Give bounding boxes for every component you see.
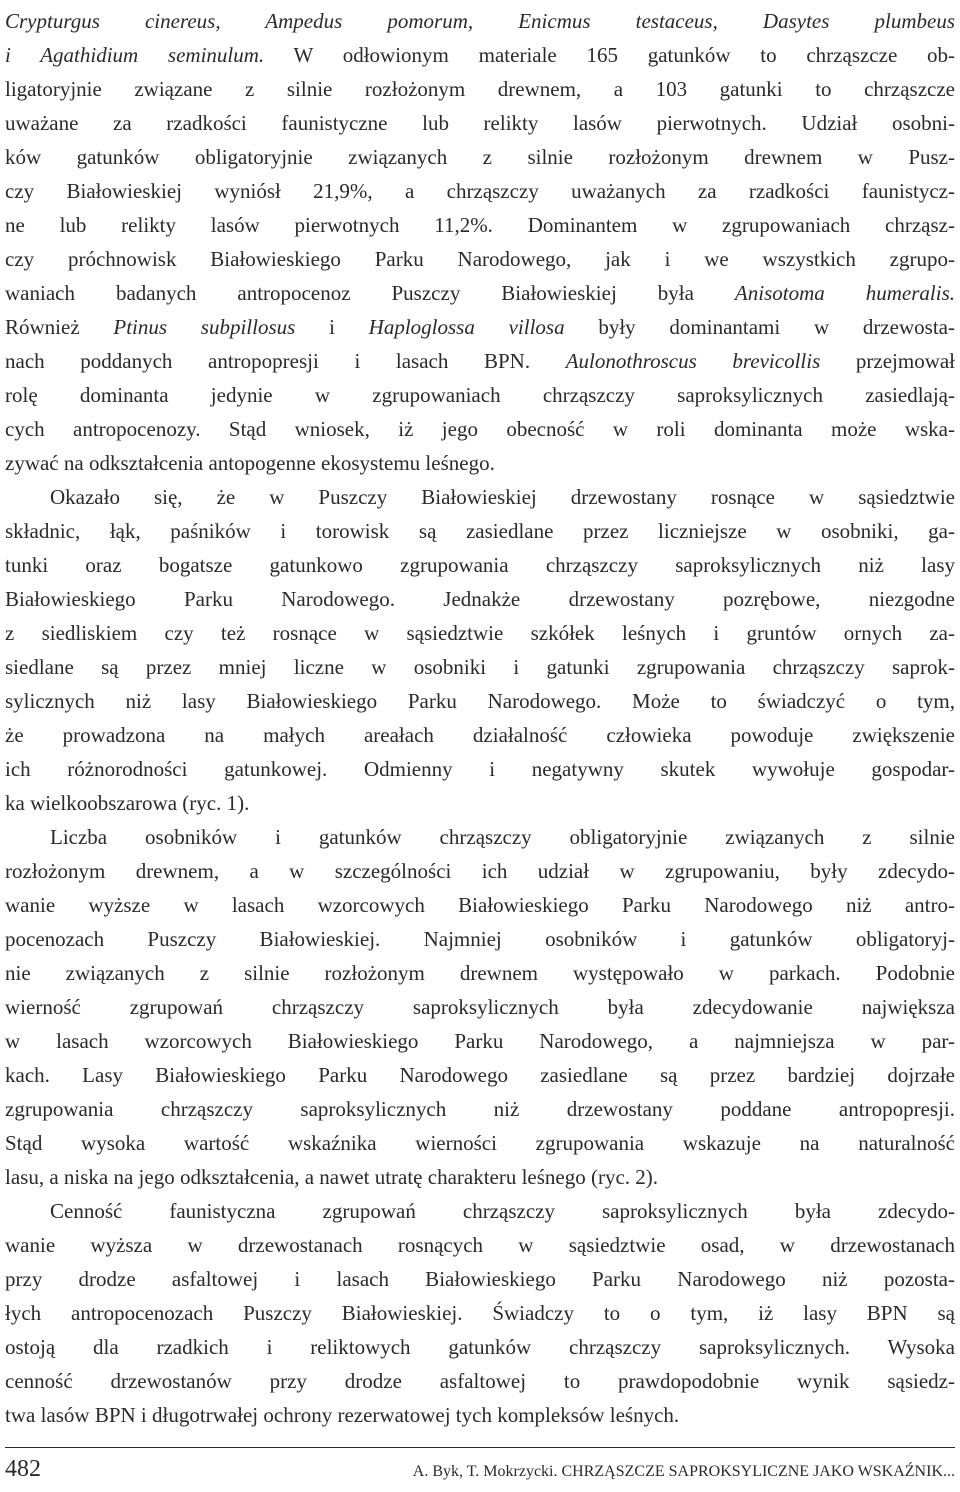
footer-divider [5, 1447, 955, 1448]
text-line [5, 38, 955, 72]
text-line: zgrupowania chrząszczy saproksylicznych niż drzewostany poddane antropopresji. [5, 1097, 955, 1121]
text-run: przejmował [820, 349, 956, 373]
text-line: wierność zgrupowań chrząszczy saproksylicznych była zdecydowanie największa [5, 995, 955, 1019]
text-run: ligatoryjnie związane z silnie rozłożonym drewnem, a 103 gatunki to chrząszcze [5, 77, 955, 101]
text-line: lasu, a niska na jego odkształcenia, a nawet utratę charakteru leśnego (ryc. 2). [5, 1165, 659, 1189]
text-line: składnic, łąk, paśników i torowisk są zasiedlane przez liczniejsze w osobniki, ga- [5, 519, 955, 543]
text-line: Białowieskiego Parku Narodowego. Jednakże drzewostany pozrębowe, niezgodne [5, 587, 955, 611]
text-line: nie związanych z silnie rozłożonym drewnem występowało w parkach. Podobnie [5, 961, 955, 985]
text-line: sylicznych niż lasy Białowieskiego Parku Narodowego. Może to świadczyć o tym, [5, 689, 955, 713]
text-line: z siedliskiem czy też rosnące w sąsiedztwie szkółek leśnych i gruntów ornych za- [5, 621, 955, 645]
text-line [5, 310, 955, 344]
text-run: cych antropocenozy. Stąd wniosek, iż jego obecność w roli dominanta może wska- [5, 417, 955, 441]
paragraph-4 [5, 1194, 955, 1432]
text-run: rolę dominanta jedynie w zgrupowaniach chrząszczy saproksylicznych zasiedlają- [5, 383, 955, 407]
text-line: Okazało się, że w Puszczy Białowieskiej drzewostany rosnące w sąsiedztwie [50, 485, 955, 509]
text-run: ków gatunków obligatoryjnie związanych z silnie rozłożonym drewnem w Pusz- [5, 145, 955, 169]
text-line: Liczba osobników i gatunków chrząszczy obligatoryjnie związanych z silnie [50, 825, 955, 849]
text-line: siedlane są przez mniej liczne w osobniki i gatunki zgrupowania chrząszczy saprok- [5, 655, 955, 679]
text-line: ostoją dla rzadkich i reliktowych gatunków chrząszczy saproksylicznych. Wysoka [5, 1335, 955, 1359]
body-text [5, 0, 955, 1432]
text-line: pocenozach Puszczy Białowieskiej. Najmniej osobników i gatunków obligatoryj- [5, 927, 955, 951]
paragraph-1 [5, 4, 955, 480]
text-run: czy Białowieskiej wyniósł 21,9%, a chrząszczy uważanych za rzadkości faunistycz- [5, 179, 955, 203]
text-line [5, 412, 955, 446]
species-name: i Agathidium seminulum. [5, 43, 265, 67]
text-line [5, 140, 955, 174]
species-name: Crypturgus cinereus, Ampedus pomorum, Enicmus testaceus, Dasytes plumbeus [5, 9, 955, 33]
text-line: rozłożonym drewnem, a w szczególności ich udział w zgrupowaniu, były zdecydo- [5, 859, 955, 883]
text-line: przy drodze asfaltowej i lasach Białowieskiego Parku Narodowego niż pozosta- [5, 1267, 955, 1291]
text-run: W odłowionym materiale 165 gatunków to chrząszcze ob- [264, 43, 956, 67]
text-line: wanie wyższe w lasach wzorcowych Białowieskiego Parku Narodowego niż antro- [5, 893, 955, 917]
text-line [5, 4, 955, 38]
text-line [5, 208, 955, 242]
text-run: czy próchnowisk Białowieskiego Parku Narodowego, jak i we wszystkich zgrupo- [5, 247, 955, 271]
text-run: zywać na odkształcenia antopogenne ekosystemu leśnego. [5, 451, 495, 475]
species-name: Anisotoma humeralis. [734, 281, 955, 305]
text-run: Również [5, 315, 114, 339]
text-line: kach. Lasy Białowieskiego Parku Narodowego zasiedlane są przez bardziej dojrzałe [5, 1063, 955, 1087]
text-line [5, 106, 955, 140]
text-line [5, 72, 955, 106]
text-line [5, 446, 955, 480]
text-line: ich różnorodności gatunkowej. Odmienny i negatywny skutek wywołuje gospodar- [5, 757, 955, 781]
text-line: ka wielkoobszarowa (ryc. 1). [5, 791, 250, 815]
text-run: ne lub relikty lasów pierwotnych 11,2%. Dominantem w zgrupowaniach chrząsz- [5, 213, 955, 237]
text-line: tunki oraz bogatsze gatunkowo zgrupowania chrząszczy saproksylicznych niż lasy [5, 553, 955, 577]
paragraph-3 [5, 820, 955, 1194]
text-line: Cenność faunistyczna zgrupowań chrząszczy saproksylicznych była zdecydo- [50, 1199, 955, 1223]
text-run: i [295, 315, 369, 339]
text-line [5, 344, 955, 378]
running-head: A. Byk, T. Mokrzycki. CHRZĄSZCZE SAPROKSYLICZNE JAKO WSKAŹNIK... [412, 1463, 955, 1480]
page-number: 482 [5, 1456, 41, 1482]
species-name: Aulonothroscus brevicollis [565, 349, 821, 373]
text-line [5, 174, 955, 208]
text-line: łych antropocenozach Puszczy Białowieskiej. Świadczy to o tym, iż lasy BPN są [5, 1301, 955, 1325]
text-line [5, 276, 955, 310]
text-line [5, 378, 955, 412]
species-name: Haploglossa villosa [368, 315, 565, 339]
text-line [5, 242, 955, 276]
text-line: twa lasów BPN i długotrwałej ochrony rezerwatowej tych kompleksów leśnych. [5, 1403, 680, 1427]
text-line: wanie wyższa w drzewostanach rosnących w sąsiedztwie osad, w drzewostanach [5, 1233, 955, 1257]
text-line: Stąd wysoka wartość wskaźnika wierności zgrupowania wskazuje na naturalność [5, 1131, 955, 1155]
paragraph-2 [5, 480, 955, 820]
text-run: uważane za rzadkości faunistyczne lub relikty lasów pierwotnych. Udział osobni- [5, 111, 955, 135]
text-line: że prowadzona na małych areałach działalność człowieka powoduje zwiększenie [5, 723, 955, 747]
text-line: w lasach wzorcowych Białowieskiego Parku Narodowego, a najmniejsza w par- [5, 1029, 955, 1053]
text-run: waniach badanych antropocenoz Puszczy Białowieskiej była [5, 281, 735, 305]
text-line: cenność drzewostanów przy drodze asfaltowej to prawdopodobnie wynik sąsiedz- [5, 1369, 955, 1393]
species-name: Ptinus subpillosus [113, 315, 296, 339]
text-run: nach poddanych antropopresji i lasach BPN. [5, 349, 566, 373]
text-run: były dominantami w drzewosta- [564, 315, 955, 339]
